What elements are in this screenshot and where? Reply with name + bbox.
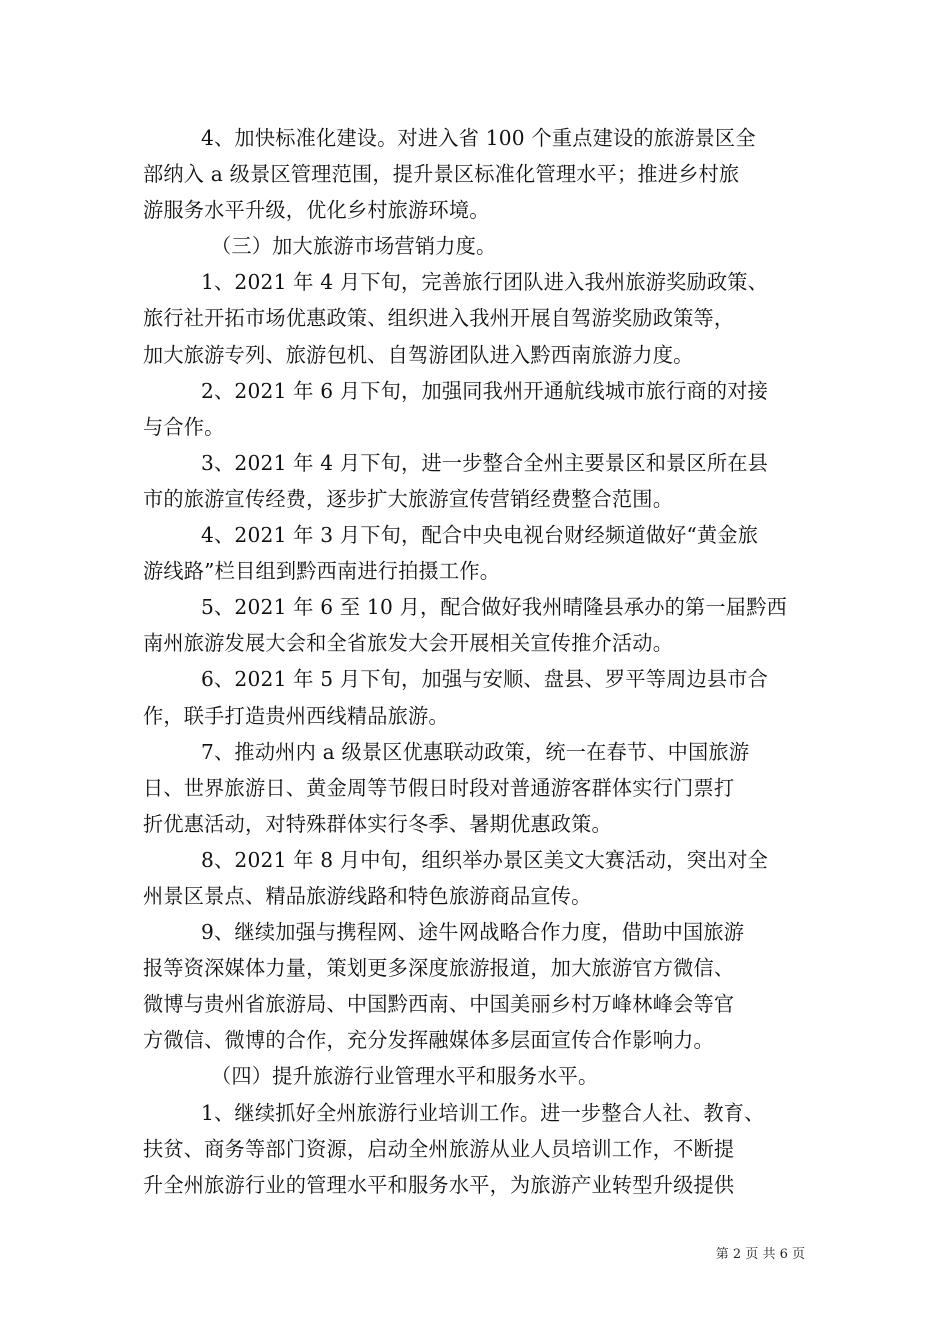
- text-line: 7、推动州内 a 级景区优惠联动政策，统一在春节、中国旅游: [201, 739, 750, 764]
- text-line: 4、加快标准化建设。对进入省 100 个重点建设的旅游景区全: [201, 126, 756, 150]
- text-line: 市的旅游宣传经费，逐步扩大旅游宣传营销经费整合范围。: [143, 486, 674, 511]
- text-line: 1、继续抓好全州旅游行业培训工作。进一步整合人社、教育、: [201, 1100, 765, 1125]
- text-line: 游线路”栏目组到黔西南进行拍摄工作。: [143, 559, 501, 584]
- section-heading: （四）提升旅游行业管理水平和服务水平。: [211, 1064, 599, 1089]
- text-line: 日、世界旅游日、黄金周等节假日时段对普通游客群体实行门票打: [143, 775, 735, 800]
- text-line: 与合作。: [143, 414, 225, 439]
- text-line: 1、2021 年 4 月下旬，完善旅行团队进入我州旅游奖励政策、: [201, 270, 769, 295]
- text-line: 南州旅游发展大会和全省旅发大会开展相关宣传推介活动。: [143, 631, 674, 656]
- text-line: 8、2021 年 8 月中旬，组织举办景区美文大赛活动，突出对全: [201, 847, 769, 872]
- text-line: 6、2021 年 5 月下旬，加强与安顺、盘县、罗平等周边县市合: [201, 667, 769, 692]
- text-line: 报等资深媒体力量，策划更多深度旅游报道，加大旅游官方微信、: [143, 956, 735, 981]
- text-line: 折优惠活动，对特殊群体实行冬季、暑期优惠政策。: [143, 811, 612, 836]
- text-line: 州景区景点、精品旅游线路和特色旅游商品宣传。: [143, 883, 592, 908]
- text-line: 升全州旅游行业的管理水平和服务水平，为旅游产业转型升级提供: [143, 1172, 735, 1197]
- page-number: 第 2 页 共 6 页: [715, 1247, 805, 1262]
- text-line: 5、2021 年 6 至 10 月，配合做好我州晴隆县承办的第一届黔西: [201, 595, 787, 620]
- text-line: 游服务水平升级，优化乡村旅游环境。: [143, 198, 490, 223]
- text-line: 2、2021 年 6 月下旬，加强同我州开通航线城市旅行商的对接: [201, 378, 769, 403]
- text-line: 部纳入 a 级景区管理范围，提升景区标准化管理水平；推进乡村旅: [143, 162, 740, 187]
- text-line: 9、继续加强与携程网、途牛网战略合作力度，借助中国旅游: [201, 920, 745, 945]
- text-line: 加大旅游专列、旅游包机、自驾游团队进入黔西南旅游力度。: [143, 342, 694, 367]
- text-line: 扶贫、商务等部门资源，启动全州旅游从业人员培训工作，不断提: [143, 1136, 735, 1161]
- text-line: 旅行社开拓市场优惠政策、组织进入我州开展自驾游奖励政策等，: [143, 306, 735, 331]
- text-line: 微博与贵州省旅游局、中国黔西南、中国美丽乡村万峰林峰会等官: [143, 992, 735, 1017]
- text-line: 作，联手打造贵州西线精品旅游。: [143, 703, 449, 728]
- document-body: [143, 120, 811, 1203]
- text-line: 4、2021 年 3 月下旬，配合中央电视台财经频道做好“黄金旅: [201, 523, 759, 548]
- section-heading: （三）加大旅游市场营销力度。: [211, 234, 497, 259]
- text-line: 3、2021 年 4 月下旬，进一步整合全州主要景区和景区所在县: [201, 450, 769, 475]
- text-line: 方微信、微博的合作，充分发挥融媒体多层面宣传合作影响力。: [143, 1028, 714, 1053]
